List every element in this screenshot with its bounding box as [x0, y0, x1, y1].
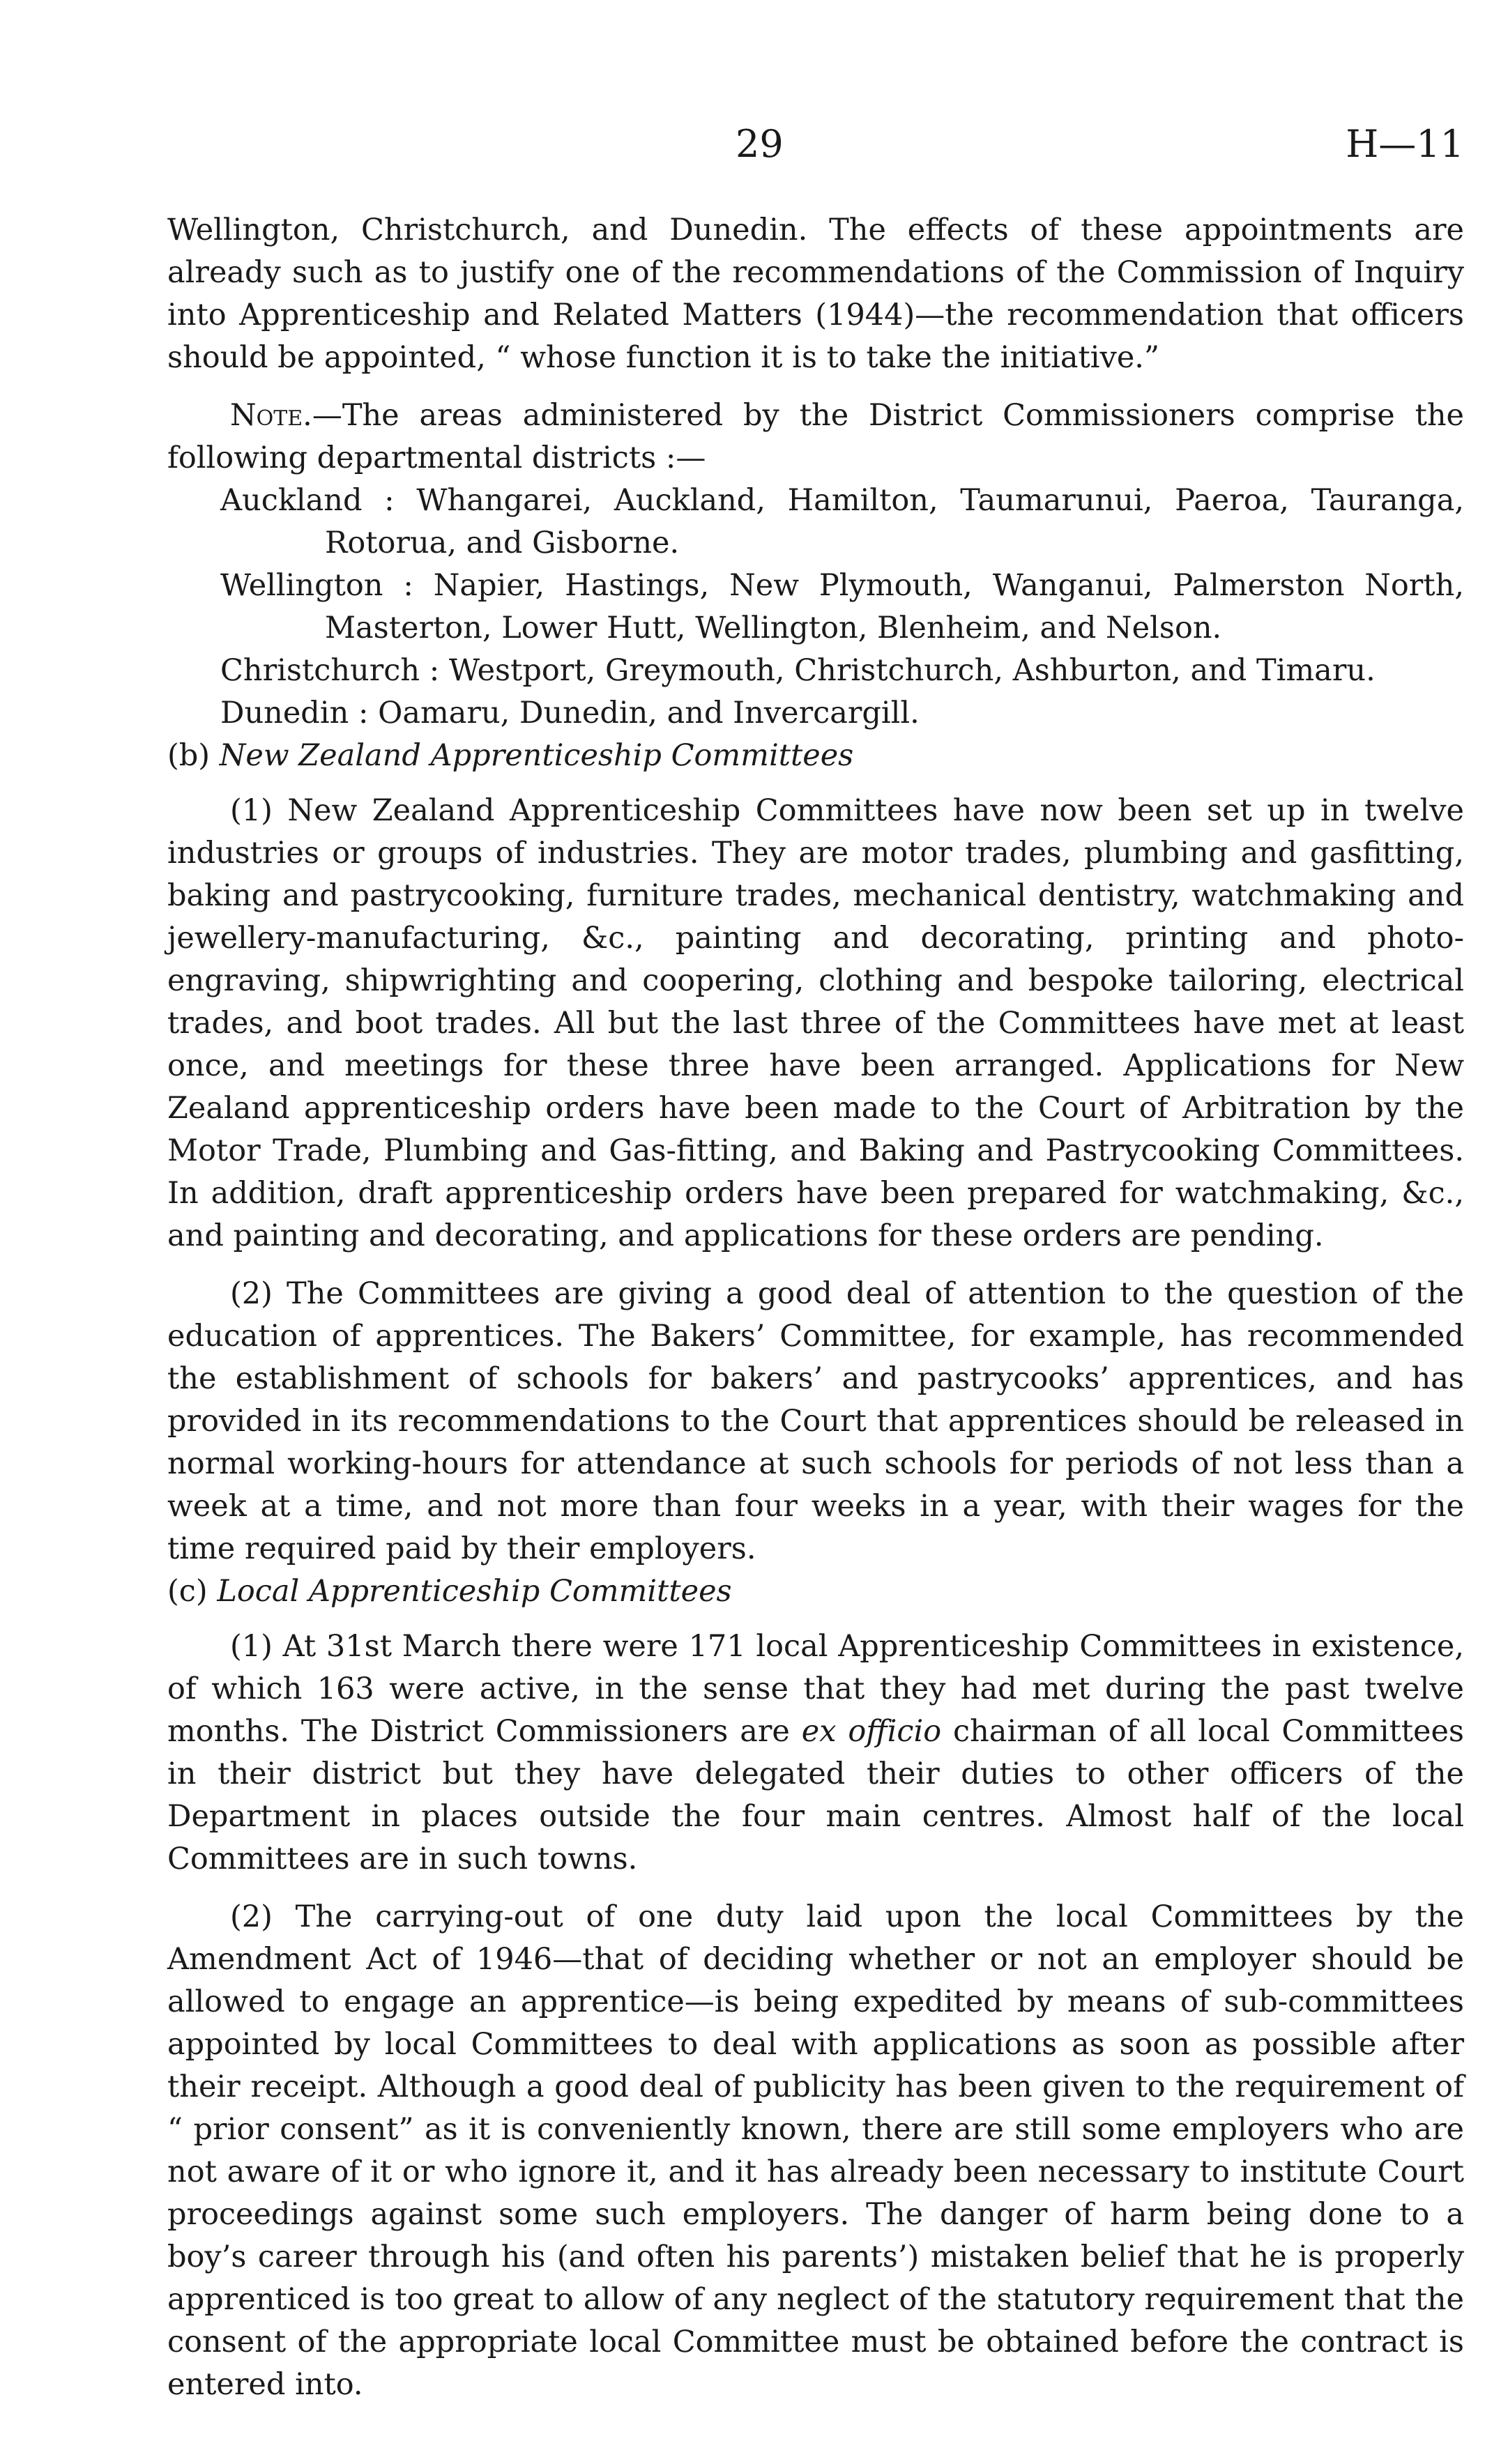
- district-item: [172, 480, 1464, 565]
- body-text: [167, 209, 1464, 2406]
- district-name: Dunedin :: [220, 696, 369, 730]
- section-b-paragraph-2: (2) The Committees are giving a good deal of attention to the question of the education of apprentices. The Bakers’ Committee, for example, has recommended the establishment of schools for bakers’ and pastrycooks’ apprentices, and has provided in its recommendations to the Court that apprentices should be released in normal working-hours for attendance at such schools for periods of not less than a week at a time, and not more than four weeks in a year, with their wages for the time required paid by their employers.: [167, 1276, 1464, 1566]
- section-c-p1-after: chairman of all local Committees in their district but they have delegated their duties to other officers of the Department in places outside the four main centres. Almost half of the local Committees are in such towns.: [167, 1714, 1464, 1876]
- district-item: [172, 650, 1464, 692]
- section-c-paragraph-1: [167, 1625, 1464, 1881]
- note-label: Note.: [230, 398, 312, 433]
- district-name: Auckland :: [220, 483, 395, 518]
- district-list: [172, 480, 1464, 735]
- section-b-label: (b): [167, 738, 211, 773]
- note-text: —The areas administered by the District Commissioners comprise the following departmental districts :—: [167, 398, 1464, 475]
- page-number: 29: [736, 122, 784, 166]
- intro-paragraph: Wellington, Christchurch, and Dunedin. The effects of these appointments are already such as to justify one of the recommendations of the Commission of Inquiry into Apprenticeship and Related Matters (1944)—the recommendation that officers should be appointed, “ whose function it is to take the initiative.”: [167, 213, 1464, 375]
- district-places: Westport, Greymouth, Christchurch, Ashburton, and Timaru.: [448, 653, 1376, 688]
- section-c-heading: [167, 1570, 1464, 1613]
- district-name: Wellington :: [220, 568, 413, 603]
- note-paragraph: [167, 395, 1464, 480]
- district-item: [172, 565, 1464, 650]
- section-c-paragraph-2: (2) The carrying-out of one duty laid upon the local Committees by the Amendment Act of 1946—that of deciding whether or not an employer should be allowed to engage an apprentice—is being expedited by means of sub-committees appointed by local Committees to deal with applications as soon as possible after their receipt. Although a good deal of publicity has been given to the requirement of “ prior consent” as it is conveniently known, there are still some employers who are not aware of it or who ignore it, and it has already been necessary to institute Court proceedings against some such employers. The danger of harm being done to a boy’s career through his (and often his parents’) mistaken belief that he is properly apprenticed is too great to allow of any neglect of the statutory requirement that the consent of the appropriate local Committee must be obtained before the contract is entered into.: [167, 1899, 1464, 2402]
- section-c-p1-italic: ex officio: [801, 1714, 942, 1749]
- report-code: H—11: [1346, 122, 1464, 166]
- district-places: Oamaru, Dunedin, and Invercargill.: [378, 696, 920, 730]
- section-c-label: (c): [167, 1574, 208, 1609]
- section-b-paragraph-1: (1) New Zealand Apprenticeship Committees have now been set up in twelve industries or groups of industries. They are motor trades, plumbing and gasfitting, baking and pastrycooking, furniture trades, mechanical dentistry, watchmaking and jewellery-manufacturing, &c., painting and decorating, printing and photo-engraving, shipwrighting and coopering, clothing and bespoke tailoring, electrical trades, and boot trades. All but the last three of the Committees have met at least once, and meetings for these three have been arranged. Applications for New Zealand apprenticeship orders have been made to the Court of Arbitration by the Motor Trade, Plumbing and Gas-fitting, and Baking and Pastrycooking Committees. In addition, draft apprenticeship orders have been prepared for watchmaking, &c., and painting and decorating, and applications for these orders are pending.: [167, 793, 1464, 1253]
- district-places: Napier, Hastings, New Plymouth, Wanganui, Palmerston North, Masterton, Lower Hutt, Wellington, Blenheim, and Nelson.: [325, 568, 1465, 645]
- district-item: [172, 692, 1464, 735]
- section-b-heading: [167, 735, 1464, 777]
- section-b-title: New Zealand Apprenticeship Committees: [219, 738, 854, 773]
- district-places: Whangarei, Auckland, Hamilton, Taumarunui, Paeroa, Tauranga, Rotorua, and Gisborne.: [325, 483, 1465, 560]
- section-c-p1-before: (1) At 31st March there were 171 local Apprenticeship Committees in existence, of which 163 were active, in the sense that they had met during the past twelve months. The District Commissioners are: [167, 1629, 1464, 1749]
- page-header: [167, 122, 1464, 171]
- district-name: Christchurch :: [220, 653, 440, 688]
- section-c-title: Local Apprenticeship Committees: [217, 1574, 732, 1609]
